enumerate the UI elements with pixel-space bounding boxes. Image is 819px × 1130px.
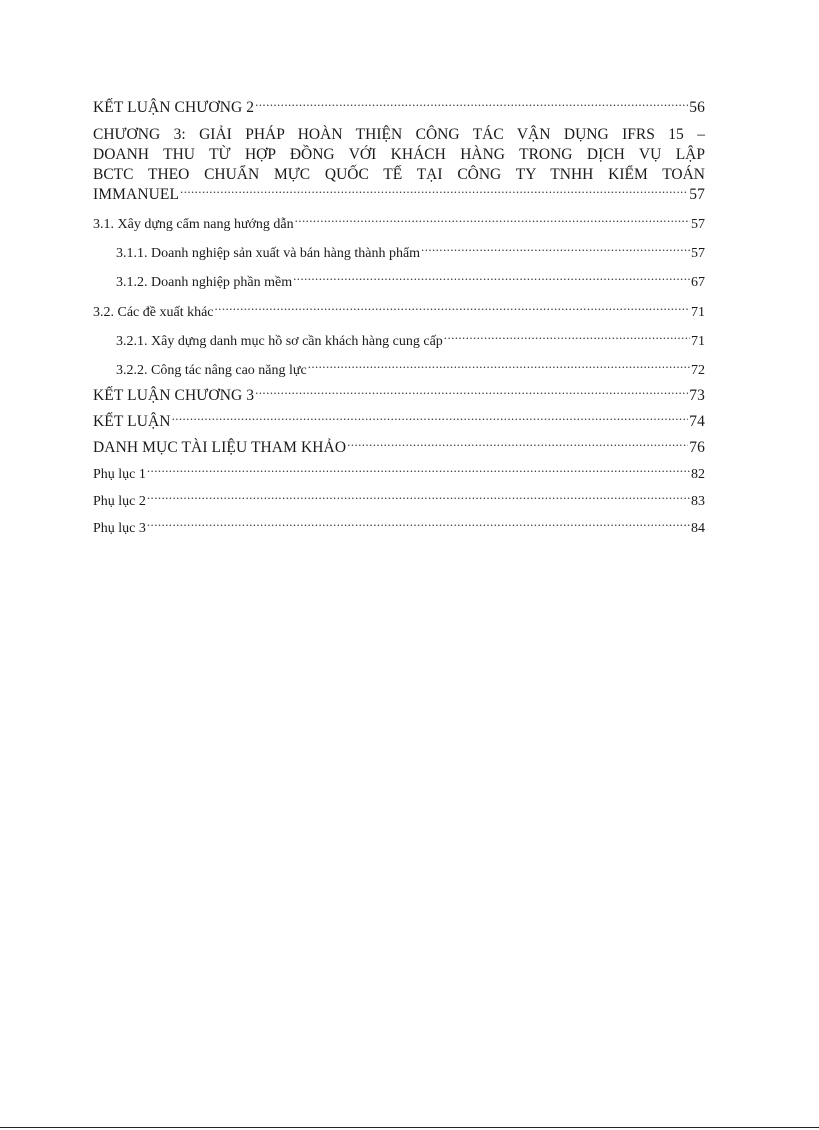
toc-entry-3-1-2[interactable] [93, 272, 705, 293]
toc-entry-page: 74 [689, 413, 705, 430]
dot-leader [255, 386, 688, 400]
toc-entry-phu-luc-1[interactable] [93, 464, 705, 485]
toc-entry-page: 57 [691, 217, 705, 232]
dot-leader [215, 302, 690, 316]
toc-entry-label-line-3: BCTC THEO CHUẨN MỰC QUỐC TẾ TẠI CÔNG TY TNHH KIỂM TOÁN [93, 166, 705, 183]
dot-leader [147, 491, 690, 505]
dot-leader [295, 214, 690, 228]
dot-leader [444, 331, 690, 345]
toc-entry-3-2-2[interactable] [93, 360, 705, 381]
dot-leader [172, 412, 689, 426]
toc-entry-label: KẾT LUẬN CHƯƠNG 2 [93, 99, 255, 116]
toc-entry-label: 3.1. Xây dựng cẩm nang hướng dẫn [93, 217, 294, 232]
toc-entry-label: 3.2.2. Công tác nâng cao năng lực [116, 363, 307, 378]
toc-entry-3-1-1[interactable] [93, 243, 705, 264]
toc-entry-page: 76 [689, 439, 705, 456]
toc-entry-label: 3.1.1. Doanh nghiệp sản xuất và bán hàng thành phẩm [116, 246, 421, 261]
toc-entry-3-2-1[interactable] [93, 331, 705, 352]
toc-entry-phu-luc-2[interactable] [93, 491, 705, 512]
toc-entry-3-1[interactable] [93, 214, 705, 235]
page-bottom-edge [0, 1127, 819, 1128]
toc-entry-label-line-1: CHƯƠNG 3: GIẢI PHÁP HOÀN THIỆN CÔNG TÁC VẬN DỤNG IFRS 15 – [93, 126, 705, 143]
dot-leader [308, 360, 690, 374]
toc-entry-page: 57 [691, 246, 705, 261]
toc-entry-ket-luan[interactable] [93, 412, 705, 432]
toc-entry-label: KẾT LUẬN CHƯƠNG 3 [93, 387, 255, 404]
toc-entry-label: 3.1.2. Doanh nghiệp phần mềm [116, 275, 293, 290]
dot-leader [255, 98, 688, 112]
dot-leader [180, 185, 688, 199]
toc-entry-page: 84 [691, 521, 705, 536]
toc-entry-label-line-2: DOANH THU TỪ HỢP ĐỒNG VỚI KHÁCH HÀNG TRONG DỊCH VỤ LẬP [93, 146, 705, 163]
toc-entry-page: 67 [691, 275, 705, 290]
toc-entry-label: 3.2.1. Xây dựng danh mục hồ sơ cần khách hàng cung cấp [116, 334, 443, 349]
dot-leader [293, 272, 690, 286]
toc-entry-page: 57 [689, 186, 705, 203]
toc-entry-label: Phụ lục 1 [93, 467, 146, 482]
toc-entry-page: 71 [691, 334, 705, 349]
toc-entry-page: 56 [689, 99, 705, 116]
toc-entry-page: 83 [691, 494, 705, 509]
toc-entry-chuong-3[interactable] [93, 125, 705, 205]
toc-entry-page: 71 [691, 305, 705, 320]
toc-entry-ket-luan-chuong-2[interactable] [93, 98, 705, 118]
toc-entry-page: 82 [691, 467, 705, 482]
toc-entry-page: 73 [689, 387, 705, 404]
toc-entry-label: Phụ lục 3 [93, 521, 146, 536]
toc-entry-3-2[interactable] [93, 302, 705, 323]
dot-leader [347, 438, 688, 452]
dot-leader [147, 464, 690, 478]
toc-entry-label: DANH MỤC TÀI LIỆU THAM KHẢO [93, 439, 347, 456]
toc-entry-label: KẾT LUẬN [93, 413, 171, 430]
toc-entry-last-line [93, 185, 705, 205]
dot-leader [421, 243, 690, 257]
toc-entry-phu-luc-3[interactable] [93, 518, 705, 539]
toc-entry-ket-luan-chuong-3[interactable] [93, 386, 705, 406]
table-of-contents [93, 98, 705, 539]
toc-entry-danh-muc-tai-lieu[interactable] [93, 438, 705, 458]
toc-entry-page: 72 [691, 363, 705, 378]
toc-entry-label: 3.2. Các đề xuất khác [93, 305, 214, 320]
toc-entry-label-line-4: IMMANUEL [93, 186, 180, 203]
toc-entry-label: Phụ lục 2 [93, 494, 146, 509]
dot-leader [147, 518, 690, 532]
